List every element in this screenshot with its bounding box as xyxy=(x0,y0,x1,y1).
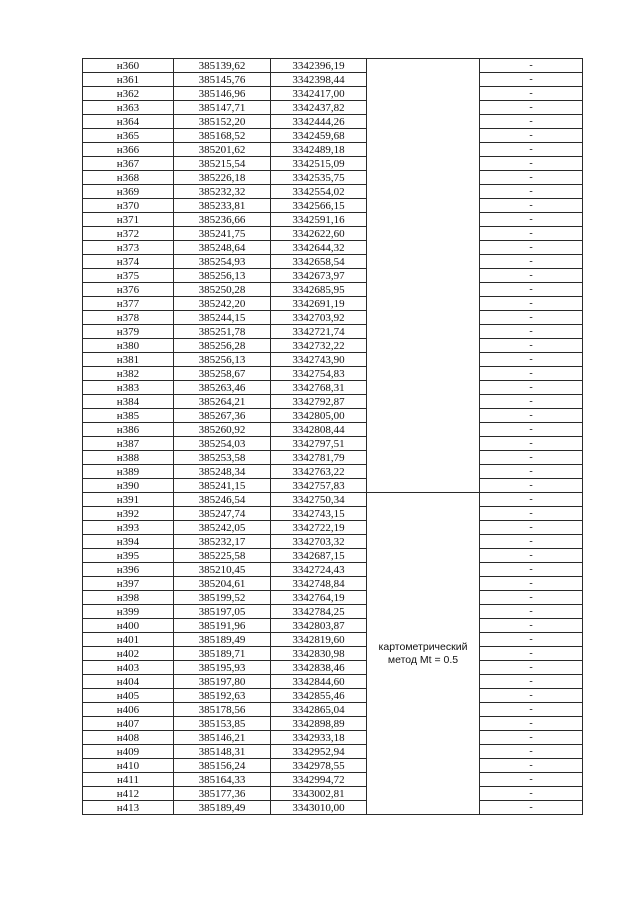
point-id-cell: н411 xyxy=(83,773,174,787)
point-id-cell: н373 xyxy=(83,241,174,255)
y-coordinate-cell: 3342764,19 xyxy=(271,591,367,605)
x-coordinate-cell: 385260,92 xyxy=(174,423,271,437)
y-coordinate-cell: 3342808,44 xyxy=(271,423,367,437)
y-coordinate-cell: 3342687,15 xyxy=(271,549,367,563)
y-coordinate-cell: 3342515,09 xyxy=(271,157,367,171)
y-coordinate-cell: 3342803,87 xyxy=(271,619,367,633)
point-id-cell: н365 xyxy=(83,129,174,143)
table-row xyxy=(83,367,583,381)
y-coordinate-cell: 3342535,75 xyxy=(271,171,367,185)
table-row xyxy=(83,479,583,493)
point-id-cell: н403 xyxy=(83,661,174,675)
table-row xyxy=(83,535,583,549)
table-row xyxy=(83,549,583,563)
x-coordinate-cell: 385253,58 xyxy=(174,451,271,465)
point-id-cell: н389 xyxy=(83,465,174,479)
x-coordinate-cell: 385147,71 xyxy=(174,101,271,115)
table-row xyxy=(83,731,583,745)
accuracy-cell: - xyxy=(480,227,583,241)
accuracy-cell: - xyxy=(480,59,583,73)
table-row xyxy=(83,563,583,577)
point-id-cell: н398 xyxy=(83,591,174,605)
table-row xyxy=(83,759,583,773)
accuracy-cell: - xyxy=(480,241,583,255)
y-coordinate-cell: 3342489,18 xyxy=(271,143,367,157)
accuracy-cell: - xyxy=(480,269,583,283)
table-row xyxy=(83,115,583,129)
accuracy-cell: - xyxy=(480,521,583,535)
table-row xyxy=(83,143,583,157)
point-id-cell: н386 xyxy=(83,423,174,437)
table-row xyxy=(83,493,583,507)
accuracy-cell: - xyxy=(480,115,583,129)
table-row xyxy=(83,787,583,801)
x-coordinate-cell: 385246,54 xyxy=(174,493,271,507)
point-id-cell: н400 xyxy=(83,619,174,633)
x-coordinate-cell: 385242,20 xyxy=(174,297,271,311)
table-row xyxy=(83,297,583,311)
table-row xyxy=(83,59,583,73)
accuracy-cell: - xyxy=(480,409,583,423)
accuracy-cell: - xyxy=(480,717,583,731)
x-coordinate-cell: 385248,34 xyxy=(174,465,271,479)
x-coordinate-cell: 385139,62 xyxy=(174,59,271,73)
x-coordinate-cell: 385148,31 xyxy=(174,745,271,759)
x-coordinate-cell: 385210,45 xyxy=(174,563,271,577)
accuracy-cell: - xyxy=(480,157,583,171)
point-id-cell: н372 xyxy=(83,227,174,241)
point-id-cell: н382 xyxy=(83,367,174,381)
x-coordinate-cell: 385201,62 xyxy=(174,143,271,157)
accuracy-cell: - xyxy=(480,171,583,185)
x-coordinate-cell: 385256,13 xyxy=(174,269,271,283)
y-coordinate-cell: 3342763,22 xyxy=(271,465,367,479)
table-row xyxy=(83,311,583,325)
accuracy-cell: - xyxy=(480,801,583,815)
table-row xyxy=(83,255,583,269)
y-coordinate-cell: 3342898,89 xyxy=(271,717,367,731)
table-row xyxy=(83,353,583,367)
table-row xyxy=(83,689,583,703)
point-id-cell: н392 xyxy=(83,507,174,521)
method-cell: картометрический метод Mt = 0.5 xyxy=(367,493,480,815)
point-id-cell: н399 xyxy=(83,605,174,619)
point-id-cell: н360 xyxy=(83,59,174,73)
y-coordinate-cell: 3342673,97 xyxy=(271,269,367,283)
accuracy-cell: - xyxy=(480,563,583,577)
table-row xyxy=(83,409,583,423)
y-coordinate-cell: 3342978,55 xyxy=(271,759,367,773)
point-id-cell: н388 xyxy=(83,451,174,465)
point-id-cell: н404 xyxy=(83,675,174,689)
x-coordinate-cell: 385197,80 xyxy=(174,675,271,689)
point-id-cell: н361 xyxy=(83,73,174,87)
y-coordinate-cell: 3342844,60 xyxy=(271,675,367,689)
point-id-cell: н363 xyxy=(83,101,174,115)
x-coordinate-cell: 385153,85 xyxy=(174,717,271,731)
accuracy-cell: - xyxy=(480,283,583,297)
point-id-cell: н376 xyxy=(83,283,174,297)
y-coordinate-cell: 3342437,82 xyxy=(271,101,367,115)
table-row xyxy=(83,213,583,227)
x-coordinate-cell: 385233,81 xyxy=(174,199,271,213)
point-id-cell: н364 xyxy=(83,115,174,129)
x-coordinate-cell: 385192,63 xyxy=(174,689,271,703)
y-coordinate-cell: 3342566,15 xyxy=(271,199,367,213)
accuracy-cell: - xyxy=(480,423,583,437)
x-coordinate-cell: 385197,05 xyxy=(174,605,271,619)
x-coordinate-cell: 385258,67 xyxy=(174,367,271,381)
x-coordinate-cell: 385189,71 xyxy=(174,647,271,661)
accuracy-cell: - xyxy=(480,465,583,479)
x-coordinate-cell: 385250,28 xyxy=(174,283,271,297)
accuracy-cell: - xyxy=(480,73,583,87)
accuracy-cell: - xyxy=(480,311,583,325)
table-row xyxy=(83,423,583,437)
point-id-cell: н375 xyxy=(83,269,174,283)
point-id-cell: н390 xyxy=(83,479,174,493)
method-cell-empty xyxy=(367,59,480,493)
y-coordinate-cell: 3342732,22 xyxy=(271,339,367,353)
y-coordinate-cell: 3342994,72 xyxy=(271,773,367,787)
y-coordinate-cell: 3342703,92 xyxy=(271,311,367,325)
table-row xyxy=(83,773,583,787)
point-id-cell: н406 xyxy=(83,703,174,717)
accuracy-cell: - xyxy=(480,143,583,157)
accuracy-cell: - xyxy=(480,213,583,227)
x-coordinate-cell: 385263,46 xyxy=(174,381,271,395)
table-row xyxy=(83,171,583,185)
table-row xyxy=(83,801,583,815)
x-coordinate-cell: 385195,93 xyxy=(174,661,271,675)
point-id-cell: н371 xyxy=(83,213,174,227)
y-coordinate-cell: 3342622,60 xyxy=(271,227,367,241)
x-coordinate-cell: 385178,56 xyxy=(174,703,271,717)
accuracy-cell: - xyxy=(480,339,583,353)
table-row xyxy=(83,745,583,759)
accuracy-cell: - xyxy=(480,731,583,745)
y-coordinate-cell: 3342721,74 xyxy=(271,325,367,339)
x-coordinate-cell: 385256,28 xyxy=(174,339,271,353)
point-id-cell: н377 xyxy=(83,297,174,311)
point-id-cell: н362 xyxy=(83,87,174,101)
x-coordinate-cell: 385242,05 xyxy=(174,521,271,535)
table-row xyxy=(83,577,583,591)
accuracy-cell: - xyxy=(480,395,583,409)
accuracy-cell: - xyxy=(480,535,583,549)
y-coordinate-cell: 3342805,00 xyxy=(271,409,367,423)
x-coordinate-cell: 385177,36 xyxy=(174,787,271,801)
table-row xyxy=(83,283,583,297)
table-row xyxy=(83,675,583,689)
y-coordinate-cell: 3342724,43 xyxy=(271,563,367,577)
x-coordinate-cell: 385225,58 xyxy=(174,549,271,563)
accuracy-cell: - xyxy=(480,101,583,115)
accuracy-cell: - xyxy=(480,297,583,311)
table-row xyxy=(83,451,583,465)
accuracy-cell: - xyxy=(480,605,583,619)
accuracy-cell: - xyxy=(480,661,583,675)
table-row xyxy=(83,661,583,675)
x-coordinate-cell: 385241,75 xyxy=(174,227,271,241)
x-coordinate-cell: 385189,49 xyxy=(174,633,271,647)
y-coordinate-cell: 3342748,84 xyxy=(271,577,367,591)
y-coordinate-cell: 3342703,32 xyxy=(271,535,367,549)
table-row xyxy=(83,395,583,409)
accuracy-cell: - xyxy=(480,437,583,451)
accuracy-cell: - xyxy=(480,689,583,703)
x-coordinate-cell: 385215,54 xyxy=(174,157,271,171)
y-coordinate-cell: 3342754,83 xyxy=(271,367,367,381)
point-id-cell: н374 xyxy=(83,255,174,269)
x-coordinate-cell: 385247,74 xyxy=(174,507,271,521)
x-coordinate-cell: 385241,15 xyxy=(174,479,271,493)
table-row xyxy=(83,101,583,115)
table-row xyxy=(83,647,583,661)
accuracy-cell: - xyxy=(480,129,583,143)
accuracy-cell: - xyxy=(480,479,583,493)
table-row xyxy=(83,87,583,101)
y-coordinate-cell: 3342658,54 xyxy=(271,255,367,269)
point-id-cell: н380 xyxy=(83,339,174,353)
x-coordinate-cell: 385164,33 xyxy=(174,773,271,787)
accuracy-cell: - xyxy=(480,745,583,759)
y-coordinate-cell: 3342933,18 xyxy=(271,731,367,745)
table-row xyxy=(83,269,583,283)
table-row xyxy=(83,339,583,353)
point-id-cell: н410 xyxy=(83,759,174,773)
x-coordinate-cell: 385254,03 xyxy=(174,437,271,451)
accuracy-cell: - xyxy=(480,549,583,563)
x-coordinate-cell: 385146,96 xyxy=(174,87,271,101)
accuracy-cell: - xyxy=(480,185,583,199)
accuracy-cell: - xyxy=(480,577,583,591)
table-row xyxy=(83,703,583,717)
point-id-cell: н396 xyxy=(83,563,174,577)
y-coordinate-cell: 3342722,19 xyxy=(271,521,367,535)
point-id-cell: н385 xyxy=(83,409,174,423)
accuracy-cell: - xyxy=(480,591,583,605)
point-id-cell: н409 xyxy=(83,745,174,759)
x-coordinate-cell: 385256,13 xyxy=(174,353,271,367)
x-coordinate-cell: 385204,61 xyxy=(174,577,271,591)
y-coordinate-cell: 3342644,32 xyxy=(271,241,367,255)
accuracy-cell: - xyxy=(480,451,583,465)
table-row xyxy=(83,129,583,143)
accuracy-cell: - xyxy=(480,787,583,801)
point-id-cell: н369 xyxy=(83,185,174,199)
point-id-cell: н397 xyxy=(83,577,174,591)
table-row xyxy=(83,521,583,535)
x-coordinate-cell: 385232,17 xyxy=(174,535,271,549)
y-coordinate-cell: 3343010,00 xyxy=(271,801,367,815)
coordinates-table xyxy=(82,58,583,815)
table-row xyxy=(83,717,583,731)
point-id-cell: н413 xyxy=(83,801,174,815)
point-id-cell: н366 xyxy=(83,143,174,157)
x-coordinate-cell: 385264,21 xyxy=(174,395,271,409)
x-coordinate-cell: 385232,32 xyxy=(174,185,271,199)
y-coordinate-cell: 3342691,19 xyxy=(271,297,367,311)
accuracy-cell: - xyxy=(480,325,583,339)
table-row xyxy=(83,157,583,171)
table-row xyxy=(83,241,583,255)
y-coordinate-cell: 3342417,00 xyxy=(271,87,367,101)
point-id-cell: н402 xyxy=(83,647,174,661)
accuracy-cell: - xyxy=(480,381,583,395)
y-coordinate-cell: 3342396,19 xyxy=(271,59,367,73)
y-coordinate-cell: 3342743,90 xyxy=(271,353,367,367)
accuracy-cell: - xyxy=(480,773,583,787)
table-row xyxy=(83,381,583,395)
point-id-cell: н368 xyxy=(83,171,174,185)
point-id-cell: н407 xyxy=(83,717,174,731)
point-id-cell: н387 xyxy=(83,437,174,451)
y-coordinate-cell: 3342781,79 xyxy=(271,451,367,465)
point-id-cell: н367 xyxy=(83,157,174,171)
point-id-cell: н370 xyxy=(83,199,174,213)
point-id-cell: н383 xyxy=(83,381,174,395)
x-coordinate-cell: 385145,76 xyxy=(174,73,271,87)
accuracy-cell: - xyxy=(480,759,583,773)
accuracy-cell: - xyxy=(480,199,583,213)
table-row xyxy=(83,619,583,633)
document-page xyxy=(82,58,582,815)
accuracy-cell: - xyxy=(480,507,583,521)
accuracy-cell: - xyxy=(480,353,583,367)
accuracy-cell: - xyxy=(480,619,583,633)
y-coordinate-cell: 3342459,68 xyxy=(271,129,367,143)
x-coordinate-cell: 385244,15 xyxy=(174,311,271,325)
accuracy-cell: - xyxy=(480,703,583,717)
point-id-cell: н384 xyxy=(83,395,174,409)
accuracy-cell: - xyxy=(480,367,583,381)
x-coordinate-cell: 385152,20 xyxy=(174,115,271,129)
y-coordinate-cell: 3342685,95 xyxy=(271,283,367,297)
table-row xyxy=(83,591,583,605)
y-coordinate-cell: 3342865,04 xyxy=(271,703,367,717)
y-coordinate-cell: 3342952,94 xyxy=(271,745,367,759)
x-coordinate-cell: 385189,49 xyxy=(174,801,271,815)
y-coordinate-cell: 3342743,15 xyxy=(271,507,367,521)
point-id-cell: н381 xyxy=(83,353,174,367)
point-id-cell: н378 xyxy=(83,311,174,325)
y-coordinate-cell: 3342757,83 xyxy=(271,479,367,493)
point-id-cell: н379 xyxy=(83,325,174,339)
y-coordinate-cell: 3342398,44 xyxy=(271,73,367,87)
x-coordinate-cell: 385254,93 xyxy=(174,255,271,269)
table-row xyxy=(83,227,583,241)
x-coordinate-cell: 385248,64 xyxy=(174,241,271,255)
point-id-cell: н401 xyxy=(83,633,174,647)
point-id-cell: н394 xyxy=(83,535,174,549)
x-coordinate-cell: 385191,96 xyxy=(174,619,271,633)
accuracy-cell: - xyxy=(480,87,583,101)
x-coordinate-cell: 385156,24 xyxy=(174,759,271,773)
accuracy-cell: - xyxy=(480,493,583,507)
y-coordinate-cell: 3342554,02 xyxy=(271,185,367,199)
point-id-cell: н408 xyxy=(83,731,174,745)
point-id-cell: н391 xyxy=(83,493,174,507)
y-coordinate-cell: 3342838,46 xyxy=(271,661,367,675)
table-row xyxy=(83,465,583,479)
table-row xyxy=(83,605,583,619)
y-coordinate-cell: 3342784,25 xyxy=(271,605,367,619)
y-coordinate-cell: 3342768,31 xyxy=(271,381,367,395)
y-coordinate-cell: 3342591,16 xyxy=(271,213,367,227)
x-coordinate-cell: 385236,66 xyxy=(174,213,271,227)
point-id-cell: н405 xyxy=(83,689,174,703)
accuracy-cell: - xyxy=(480,647,583,661)
y-coordinate-cell: 3342855,46 xyxy=(271,689,367,703)
y-coordinate-cell: 3342750,34 xyxy=(271,493,367,507)
y-coordinate-cell: 3342830,98 xyxy=(271,647,367,661)
x-coordinate-cell: 385267,36 xyxy=(174,409,271,423)
table-row xyxy=(83,633,583,647)
table-row xyxy=(83,185,583,199)
y-coordinate-cell: 3343002,81 xyxy=(271,787,367,801)
y-coordinate-cell: 3342797,51 xyxy=(271,437,367,451)
table-row xyxy=(83,73,583,87)
table-row xyxy=(83,325,583,339)
x-coordinate-cell: 385226,18 xyxy=(174,171,271,185)
x-coordinate-cell: 385168,52 xyxy=(174,129,271,143)
y-coordinate-cell: 3342444,26 xyxy=(271,115,367,129)
coordinates-table-body xyxy=(83,59,583,815)
point-id-cell: н393 xyxy=(83,521,174,535)
y-coordinate-cell: 3342792,87 xyxy=(271,395,367,409)
x-coordinate-cell: 385146,21 xyxy=(174,731,271,745)
table-row xyxy=(83,199,583,213)
x-coordinate-cell: 385251,78 xyxy=(174,325,271,339)
accuracy-cell: - xyxy=(480,255,583,269)
accuracy-cell: - xyxy=(480,633,583,647)
x-coordinate-cell: 385199,52 xyxy=(174,591,271,605)
table-row xyxy=(83,437,583,451)
point-id-cell: н395 xyxy=(83,549,174,563)
accuracy-cell: - xyxy=(480,675,583,689)
point-id-cell: н412 xyxy=(83,787,174,801)
y-coordinate-cell: 3342819,60 xyxy=(271,633,367,647)
table-row xyxy=(83,507,583,521)
